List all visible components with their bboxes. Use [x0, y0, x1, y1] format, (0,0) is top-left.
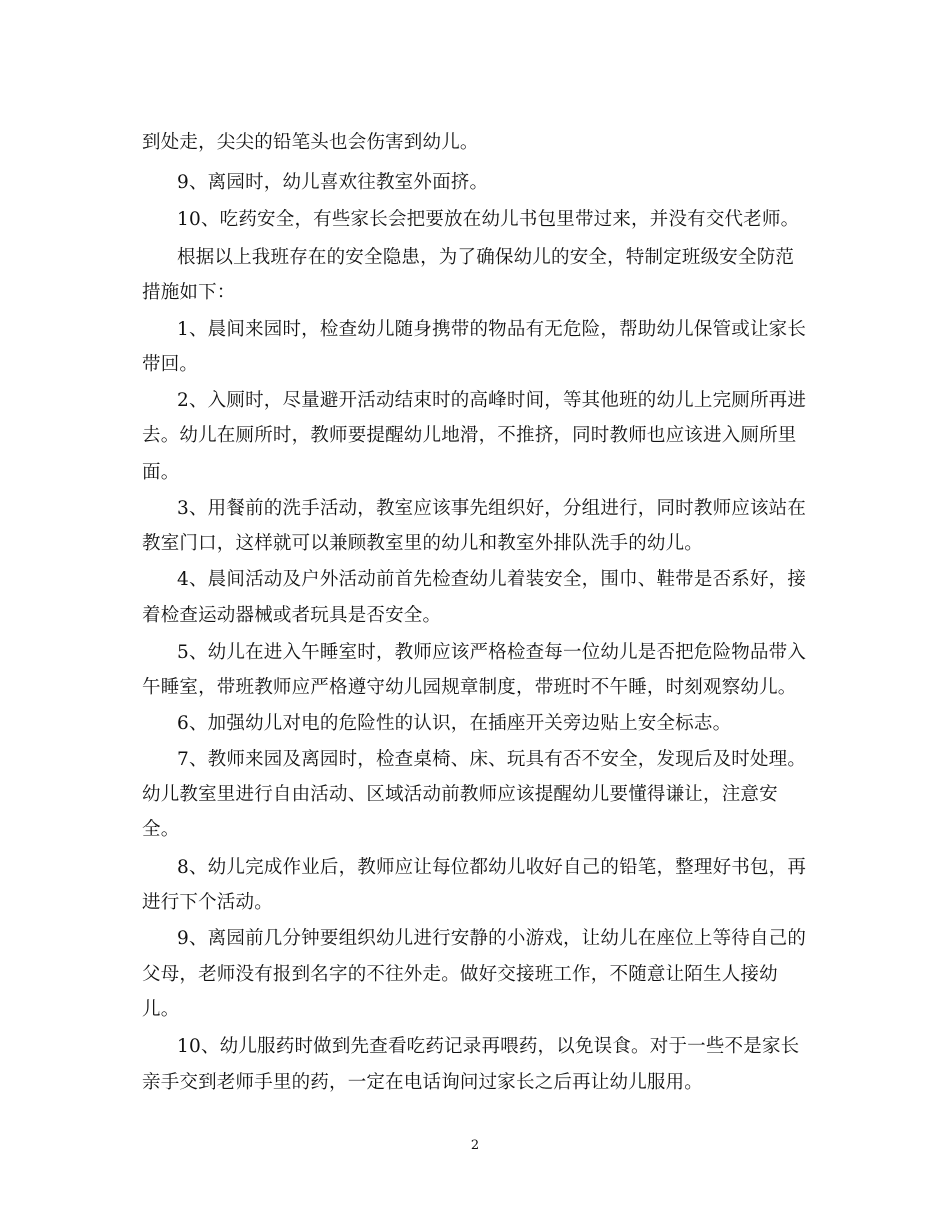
text-line: 8、幼儿完成作业后，教师应让每位都幼儿收好自己的铅笔，整理好书包，再	[177, 857, 807, 878]
text-line: 进行下个活动。	[142, 892, 273, 913]
text-line: 3、用餐前的洗手活动，教室应该事先组织好，分组进行，同时教师应该站在	[177, 498, 807, 519]
text-line: 幼儿教室里进行自由活动、区域活动前教师应该提醒幼儿要懂得谦让，注意安	[142, 784, 778, 805]
text-line: 父母，老师没有报到名字的不往外走。做好交接班工作，不随意让陌生人接幼	[142, 964, 778, 985]
text-line: 7、教师来园及离园时，检查桌椅、床、玩具有否不安全，发现后及时处理。	[177, 749, 807, 770]
text-line: 9、离园时，幼儿喜欢往教室外面挤。	[177, 172, 489, 193]
text-line: 着检查运动器械或者玩具是否安全。	[142, 605, 442, 626]
text-line: 带回。	[142, 354, 199, 375]
text-line: 根据以上我班存在的安全隐患，为了确保幼儿的安全，特制定班级安全防范	[177, 247, 795, 268]
text-line: 5、幼儿在进入午睡室时，教师应该严格检查每一位幼儿是否把危险物品带入	[177, 642, 807, 663]
text-line: 措施如下：	[142, 282, 236, 303]
text-line: 教室门口，这样就可以兼顾教室里的幼儿和教室外排队洗手的幼儿。	[142, 533, 704, 554]
text-line: 全。	[142, 819, 180, 840]
text-line: 面。	[142, 462, 180, 483]
page-number: 2	[470, 1138, 480, 1153]
text-line: 午睡室，带班教师应严格遵守幼儿园规章制度，带班时不午睡，时刻观察幼儿。	[142, 677, 797, 698]
text-line: 到处走，尖尖的铅笔头也会伤害到幼儿。	[142, 132, 479, 153]
text-line: 6、加强幼儿对电的危险性的认识，在插座开关旁边贴上安全标志。	[177, 713, 732, 734]
text-line: 亲手交到老师手里的药，一定在电话询问过家长之后再让幼儿服用。	[142, 1072, 704, 1093]
text-line: 儿。	[142, 999, 180, 1020]
text-line: 10、幼儿服药时做到先查看吃药记录再喂药，以免误食。对于一些不是家长	[177, 1036, 800, 1057]
text-line: 4、晨间活动及户外活动前首先检查幼儿着装安全，围巾、鞋带是否系好，接	[177, 569, 807, 590]
text-line: 9、离园前几分钟要组织幼儿进行安静的小游戏，让幼儿在座位上等待自己的	[177, 928, 807, 949]
text-line: 1、晨间来园时，检查幼儿随身携带的物品有无危险，帮助幼儿保管或让家长	[177, 319, 807, 340]
text-line: 2、入厕时，尽量避开活动结束时的高峰时间，等其他班的幼儿上完厕所再进	[177, 390, 807, 411]
text-line: 10、吃药安全，有些家长会把要放在幼儿书包里带过来，并没有交代老师。	[177, 209, 800, 230]
text-line: 去。幼儿在厕所时，教师要提醒幼儿地滑，不推挤，同时教师也应该进入厕所里	[142, 425, 797, 446]
